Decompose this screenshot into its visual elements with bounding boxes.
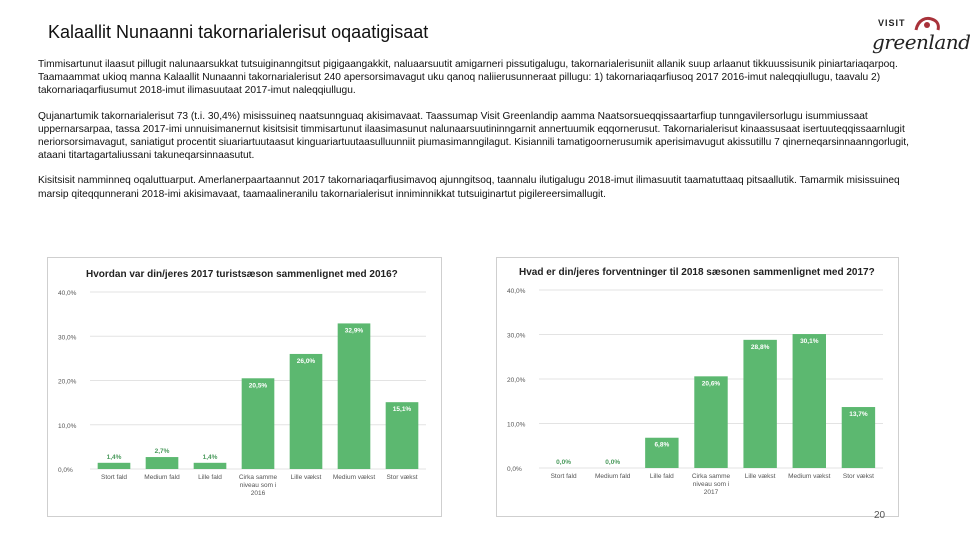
x-tick-label: Cirka samme niveau som i 2016 [238, 474, 278, 497]
y-tick-label: 10,0% [58, 422, 77, 430]
paragraph-response: Qujanartumik takornarialerisut 73 (t.i. 30,4%) misissuineq naatsunnguaq akisimavaat. Taassumap Visit Greenlandip aamma Naatsorsueqqissaartarfiup tunngavilersorlugu isummiussaat uppernarsarpaa, tassa 2017-imi unnuisimanernut kisitsisit timmisartunut ilaasimasunut nalunaarsuutininngarnit annertuumik eqqornerusut. Takornarialerisut kinaassusaat isertuuteqqissaarnlugit neriorsorsimavagut, saniatigut procentit siuariartuutaasut kinguariartuutaasulluunniit piumasimanngilagut. Kisiannili tamatigoornerusumik aperisimavugut akissutillu 7 qinerneqarsinnaanngorlugit, ataani titartagartaliussani takuneqarsinnaasutut. [38, 110, 909, 162]
y-tick-label: 40,0% [507, 288, 526, 295]
data-label: 0,0% [605, 459, 621, 466]
x-tick-label: Stor vækst [386, 474, 418, 481]
data-label: 6,8% [654, 441, 670, 449]
y-tick-label: 0,0% [507, 466, 522, 473]
x-tick-label: Stort fald [550, 473, 577, 480]
y-tick-label: 20,0% [507, 377, 526, 384]
y-tick-label: 20,0% [58, 378, 77, 386]
data-label: 28,8% [750, 343, 770, 351]
x-tick-label: Medium vækst [788, 473, 831, 480]
chart-2018-svg [497, 258, 898, 516]
chart-title: Hvordan var din/jeres 2017 turistsæson sammenlignet med 2016? [86, 269, 398, 280]
y-tick-label: 30,0% [58, 334, 77, 342]
data-label: 26,0% [296, 357, 316, 365]
x-tick-label: Medium vækst [332, 474, 376, 481]
data-label: 13,7% [849, 411, 868, 419]
bar-4 [290, 354, 323, 469]
bar-3 [242, 378, 275, 469]
data-label: 15,1% [392, 406, 412, 414]
data-label: 32,9% [344, 327, 364, 335]
visit-greenland-logo [868, 10, 970, 56]
x-tick-label: Lille fald [198, 474, 222, 481]
x-tick-label: Stort fald [100, 474, 128, 481]
data-label: 1,4% [202, 453, 218, 461]
x-tick-label: Cirka samme niveau som i 2017 [691, 473, 731, 496]
x-tick-label: Lille fald [649, 473, 674, 480]
chart-2018-expectations [496, 257, 899, 517]
page-number: 20 [874, 510, 886, 521]
paragraph-intro: Timmisartunut ilaasut pillugit nalunaarsukkat tutsuiginanngitsut pigigaangakkit, naluaarsuutit amigarneri pissutigalugu, takornarialerisuniit allanik suup arlaanut tikkuussisunik piniartariaqarpoq. Taamaammat ukioq manna Kalaallit Nunaanni takornarialerisut 240 apersorsimavagut uku qanoq naliierusunneraat pillugu: 1) takornariaqarfiusoq 2017 2016-imut naleqqiullugu, taavalu 2) takornariaqarfiusumut 2018-imut ilimasuutaat 2017-imut naleqqiullugu. [38, 59, 898, 97]
chart-2017-vs-2016 [47, 257, 442, 517]
x-tick-label: Stor vækst [842, 473, 874, 480]
x-tick-label: Lille vækst [290, 474, 322, 481]
chart-title: Hvad er din/jeres forventninger til 2018 sæsonen sammenlignet med 2017? [519, 267, 875, 278]
logo-script-text: greenland [872, 30, 970, 54]
data-label: 2,7% [154, 448, 170, 456]
logo-visit-text: VISIT [878, 18, 906, 28]
body-text [38, 58, 928, 213]
y-tick-label: 10,0% [507, 421, 526, 429]
paragraph-conclusion: Kisitsisit namminneq oqaluttuarput. Amerlanerpaartaannut 2017 takornariaqarfiusimavoq ajunngitsoq, taannalu ilutigalugu 2018-imut ilimasuutit taamatuttaaq pitsaallutik. Tamarmik misissuineq marsip qiteqqunnerani 2018-imi akisimavaat, taamaalineranilu takornarialerisut inniminnikkat tutsuiginartut pigilereersimallugit. [38, 175, 900, 200]
data-label: 20,5% [248, 382, 268, 390]
chart-2017-svg [48, 258, 441, 516]
bar-5 [793, 334, 826, 468]
data-label: 0,0% [556, 459, 571, 466]
data-label: 30,1% [800, 338, 819, 346]
bar-4 [743, 340, 776, 468]
bar-0 [98, 463, 131, 469]
y-tick-label: 0,0% [58, 467, 73, 474]
y-tick-label: 30,0% [507, 332, 526, 340]
x-tick-label: Medium fald [595, 473, 631, 480]
bar-3 [694, 376, 727, 468]
slide-title: Kalaallit Nunaanni takornarialerisut oqaatigisaat [48, 22, 429, 42]
data-label: 1,4% [106, 453, 122, 461]
bar-5 [338, 323, 371, 469]
bar-2 [194, 463, 227, 469]
y-tick-label: 40,0% [58, 290, 77, 297]
x-tick-label: Medium fald [144, 474, 180, 481]
x-tick-label: Lille vækst [744, 473, 776, 480]
data-label: 20,6% [701, 380, 721, 388]
bar-1 [146, 457, 179, 469]
